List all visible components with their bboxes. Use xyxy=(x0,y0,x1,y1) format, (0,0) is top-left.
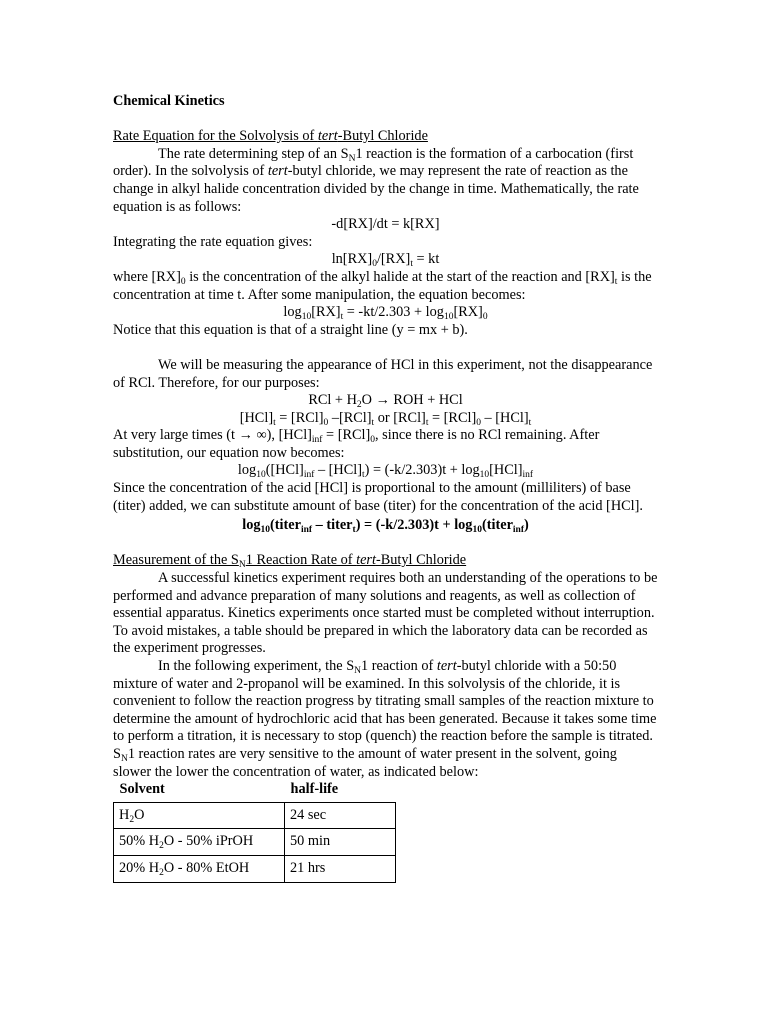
paragraph-large-times: At very large times (t → ∞), $[HCl]_{inf} = [RCl]_0$, since there is no RCl remaining. After substitution, our equation now becomes: xyxy=(113,427,600,461)
section-title-rate-equation: Rate Equation for the Solvolysis of tert-Butyl Chloride xyxy=(113,128,428,145)
arrow-icon: → xyxy=(375,392,390,409)
equation-integrated: $\ln[RX]_0/[RX]_t$ = kt xyxy=(331,251,440,270)
paragraph-successful-kinetics: A successful kinetics experiment requires both an understanding of the operations to be performed and advance preparation of many solutions and reagents, as well as collection of essential apparatus. Kinetics experiments once started must be completed without interruption. To avoid mistakes, a table should be prepared in which the laboratory data can be recorded as the experiment progresses. xyxy=(113,570,658,657)
page-title: Chemical Kinetics xyxy=(113,93,225,109)
solvent-cell: 50% $H_2O - 50\%$ iPrOH xyxy=(114,829,285,856)
table-row xyxy=(114,802,396,829)
arrow-icon: → xyxy=(238,427,253,444)
equation-log-form: $\log_{10}[RX]_t = -kt/2.303 + \log_{10}[RX]_0$ xyxy=(283,304,488,323)
document-content xyxy=(113,93,658,883)
equation-hcl-relation: $[HCl]_t = [RCl]_0$ $-[RCl]_t$ or $[RCl]_t = [RCl]_0 - [HCl]_t$ xyxy=(239,409,532,428)
equation-hcl-log: $\log_{10}([HCl]_{inf} - [HCl]_t) = (-k/2.303)t + \log_{10}[HCl]_{inf}$ xyxy=(237,462,534,481)
solvent-cell: $H_2O$ xyxy=(114,802,285,829)
half-life-cell: 24 sec xyxy=(285,802,396,829)
paragraph-titer-substitution: Since the concentration of the acid [HCl] is proportional to the amount (milliliters) of base (titer) added, we can substitute amount of base (titer) for the concentration of the acid [HCl]. xyxy=(113,480,643,514)
spacer xyxy=(113,339,658,357)
solvent-cell: 20% $H_2O - 80\%$ EtOH xyxy=(114,855,285,882)
spacer xyxy=(113,535,658,553)
equation-rate: -d[RX]/dt = k[RX] xyxy=(331,216,440,233)
section-title-measurement: Measurement of the $S_N1$ Reaction Rate of tert-Butyl Chloride xyxy=(113,552,467,571)
column-header-half-life: half-life xyxy=(290,781,339,798)
paragraph-following-experiment: In the following experiment, the $S_N1$ reaction of tert-butyl chloride with a 50:50 mixture of water and 2-propanol will be examined. In this solvolysis of the chloride, it is convenient to follow the reaction progress by titrating small samples of the reaction mixture to determine the amount of hydrochloric acid that has been generated. Because it takes some time to perform a titration, it is necessary to stop (quench) the reaction before the sample is titrated. $S_N1$ reaction rates are very sensitive to the amount of water present in the solvent, going slower the lower the concentration of water, as indicated below: xyxy=(113,658,657,780)
paragraph-rate-determining: The rate determining step of an $S_N1$ reaction is the formation of a carbocation (first order). In the solvolysis of tert-butyl chloride, we may represent the rate of reaction as the change in alkyl halide concentration divided by the change in time. Mathematically, the rate equation is as follows: xyxy=(113,145,639,215)
table-row xyxy=(114,855,396,882)
table-header-row xyxy=(114,781,396,802)
text-integrating: Integrating the rate equation gives: xyxy=(113,233,313,250)
half-life-cell: 21 hrs xyxy=(285,855,396,882)
table-row xyxy=(114,829,396,856)
text-notice-straight-line: Notice that this equation is that of a straight line (y = mx + b). xyxy=(113,321,468,338)
half-life-cell: 50 min xyxy=(285,829,396,856)
equation-reaction: RCl + $H_2O$ → ROH + HCl xyxy=(308,392,463,411)
equation-titer: $\log_{10}(titer_{inf}$ – titer$_t$) = $(-k/2.303)t + \log_{10}(titer_{inf})$ xyxy=(242,517,529,536)
paragraph-where: where $[RX]_0$ is the concentration of the alkyl halide at the start of the reaction and $[RX]_t$ is the concentration at time t. After some manipulation, the equation becomes: xyxy=(113,268,652,303)
column-header-solvent: Solvent xyxy=(119,781,165,798)
paragraph-hcl-appearance: We will be measuring the appearance of HCl in this experiment, not the disappearance of RCl. Therefore, for our purposes: xyxy=(113,356,653,391)
solvent-half-life-table xyxy=(113,781,396,882)
